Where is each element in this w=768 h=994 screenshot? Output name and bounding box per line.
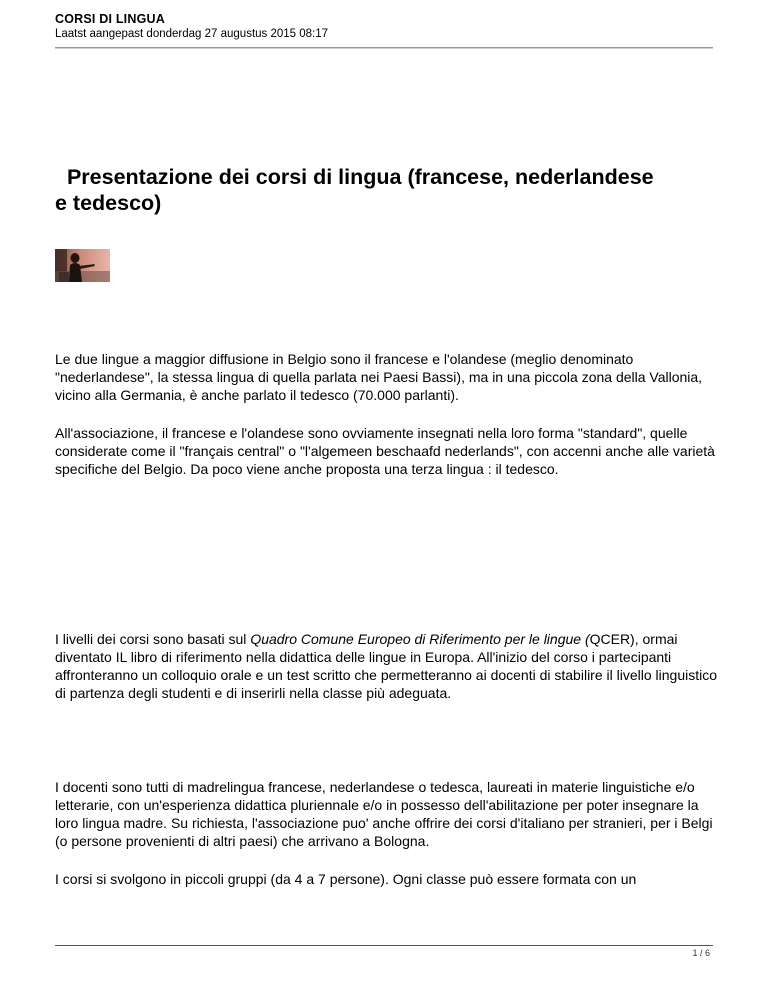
paragraph-standard-forms: All'associazione, il francese e l'olandese sono ovviamente insegnati nella loro forma "standard", quelle considerate come il "français central" o "l'algemeen beschaafd nederlands", con accenni anche alle varietà specifiche del Belgio. Da poco viene anche proposta una terza lingua : il tedesco. bbox=[55, 425, 715, 477]
article-photo bbox=[55, 249, 110, 282]
article-title bbox=[55, 164, 755, 216]
qcer-text-after: QCER), ormai diventato IL libro di riferimento nella didattica delle lingue in Europa. All'inizio del corso i partecipanti affronteranno un colloquio orale e un test scritto che permetteranno ai docenti di stabilire il livello linguistico di partenza degli studenti e di inserirli nella classe più adeguata. bbox=[55, 631, 718, 701]
page-header bbox=[55, 12, 713, 42]
qcer-reference-italic: Quadro Comune Europeo di Riferimento per le lingue ( bbox=[250, 631, 590, 647]
page-number: 1 / 6 bbox=[692, 948, 710, 958]
article-title-line-1: Presentazione dei corsi di lingua (francese, nederlandese bbox=[55, 165, 654, 189]
qcer-text-before: I livelli dei corsi sono basati sul bbox=[55, 631, 251, 647]
article-title-line-2: e tedesco) bbox=[55, 191, 162, 215]
paragraph-languages-belgium: Le due lingue a maggior diffusione in Belgio sono il francese e l'olandese (meglio denominato "nederlandese", la stessa lingua di quella parlata nei Paesi Bassi), ma in una piccola zona della Vallonia, vicino alla Germania, è anche parlato il tedesco (70.000 parlanti). bbox=[55, 351, 703, 403]
paragraph-small-groups: I corsi si svolgono in piccoli gruppi (da 4 a 7 persone). Ogni classe può essere formata con un bbox=[55, 871, 637, 887]
teacher-photo-image bbox=[55, 249, 110, 282]
paragraph-teachers: I docenti sono tutti di madrelingua francese, nederlandese o tedesca, laureati in materie linguistiche e/o letterarie, con un'esperienza didattica pluriennale e/o in possesso dell'abilitazione per poter insegnare la loro lingua madre. Su richiesta, l'associazione puo' anche offrire dei corsi d'italiano per stranieri, per i Belgi (o persone provenienti di altri paesi) che arrivano a Bologna. bbox=[55, 779, 713, 849]
last-modified-date: Laatst aangepast donderdag 27 augustus 2015 08:17 bbox=[55, 28, 329, 40]
header-divider bbox=[55, 47, 713, 49]
document-title: CORSI DI LINGUA bbox=[55, 12, 165, 26]
paragraph-course-levels bbox=[55, 630, 720, 702]
footer-divider bbox=[55, 945, 713, 946]
